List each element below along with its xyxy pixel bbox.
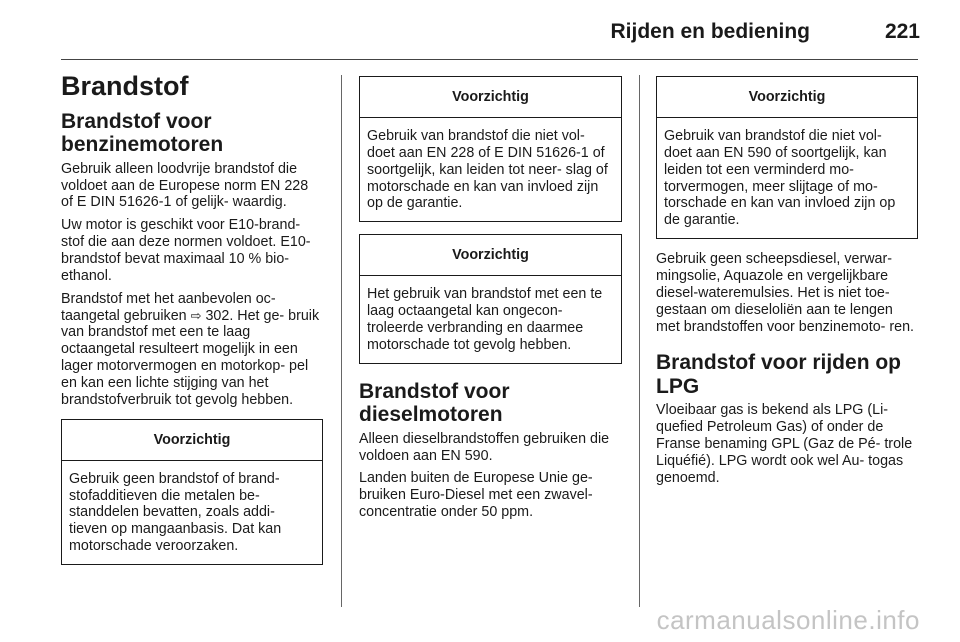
paragraph-loodvrij: Gebruik alleen loodvrije brandstof die voldoet aan de Europese norm EN 228 of E DIN 51626-1 of gelijk- waardig. [61,160,309,211]
warning-box-metalen [61,419,323,565]
column-1 [61,72,323,577]
warning-box-en228 [359,76,622,222]
warning-title: Voorzichtig [360,77,621,118]
warning-text: Gebruik van brandstof die niet vol- doet aan EN 590 of soortgelijk, kan leiden tot een verminderd mo- torvermogen, meer slijtage of mo- torschade en kan van invloed zijn op de garantie. [664,128,896,229]
paragraph-euro-diesel: Landen buiten de Europese Unie ge- bruiken Euro-Diesel met een zwavel- concentratie onder 50 ppm. [359,470,593,521]
paragraph-octaangetal [61,291,323,409]
octaangetal-text-b: 302. Het ge- bruik van brandstof met een te laag octaangetal resulteert mogelijk in een lager motorvermogen en motorkop- pel en kan een lichte stijging van het brandstofverbruik tot gevolg hebben. [61,307,320,408]
heading-dieselmotoren: Brandstof voor dieselmotoren [359,379,510,427]
header-rule [61,59,918,60]
warning-box-en590 [656,76,918,239]
warning-title: Voorzichtig [360,235,621,276]
warning-text: Gebruik van brandstof die niet vol- doet aan EN 228 of E DIN 51626-1 of soortgelijk, kan leiden tot neer- slag of motorschade en kan van invloed zijn op de garantie. [367,128,608,212]
heading-benzinemotoren: Brandstof voor benzinemotoren [61,109,224,157]
heading-lpg: Brandstof voor rijden op LPG [656,351,902,398]
column-divider-2 [639,75,640,607]
paragraph-e10: Uw motor is geschikt voor E10-brand- stof die aan deze normen voldoet. E10-brandstof bevat maximaal 10 % bio-ethanol. [61,217,311,284]
warning-text: Gebruik geen brandstof of brand- stofadditieven die metalen be- standdelen bevatten, zoals addi- tieven op mangaanbasis. Dat kan motorschade veroorzaken. [69,470,282,555]
page-header-title: Rijden en bediening [610,20,810,43]
section-title-brandstof: Brandstof [61,71,189,101]
column-3 [656,76,918,493]
warning-box-octaangetal [359,234,622,363]
watermark: carmanualsonline.info [656,605,920,635]
column-divider-1 [341,75,342,607]
column-2 [359,76,622,527]
paragraph-en590: Alleen dieselbrandstoffen gebruiken die voldoen aan EN 590. [359,430,610,464]
paragraph-scheepsdiesel: Gebruik geen scheepsdiesel, verwar- mingsolie, Aquazole en vergelijkbare diesel-wateremulsies. Het is niet toe- gestaan om dieseloliën aan te lengen met brandstoffen voor benzinemoto- ren. [656,251,915,335]
warning-title: Voorzichtig [657,77,917,118]
warning-title: Voorzichtig [62,420,322,461]
octaangetal-text-a: Brandstof met het aanbevolen oc- taangetal gebruiken [61,290,276,324]
warning-text: Het gebruik van brandstof met een te laag octaangetal kan ongecon- troleerde verbranding en daarmee motorschade tot gevolg hebben. [367,286,603,353]
page-number: 221 [884,20,920,43]
paragraph-lpg: Vloeibaar gas is bekend als LPG (Li- quefied Petroleum Gas) of onder de Franse benaming GPL (Gaz de Pé- trole Liquéfié). LPG wordt ook wel Au- togas genoemd. [656,402,913,486]
page-reference-icon[interactable]: ⇨ [190,307,202,323]
